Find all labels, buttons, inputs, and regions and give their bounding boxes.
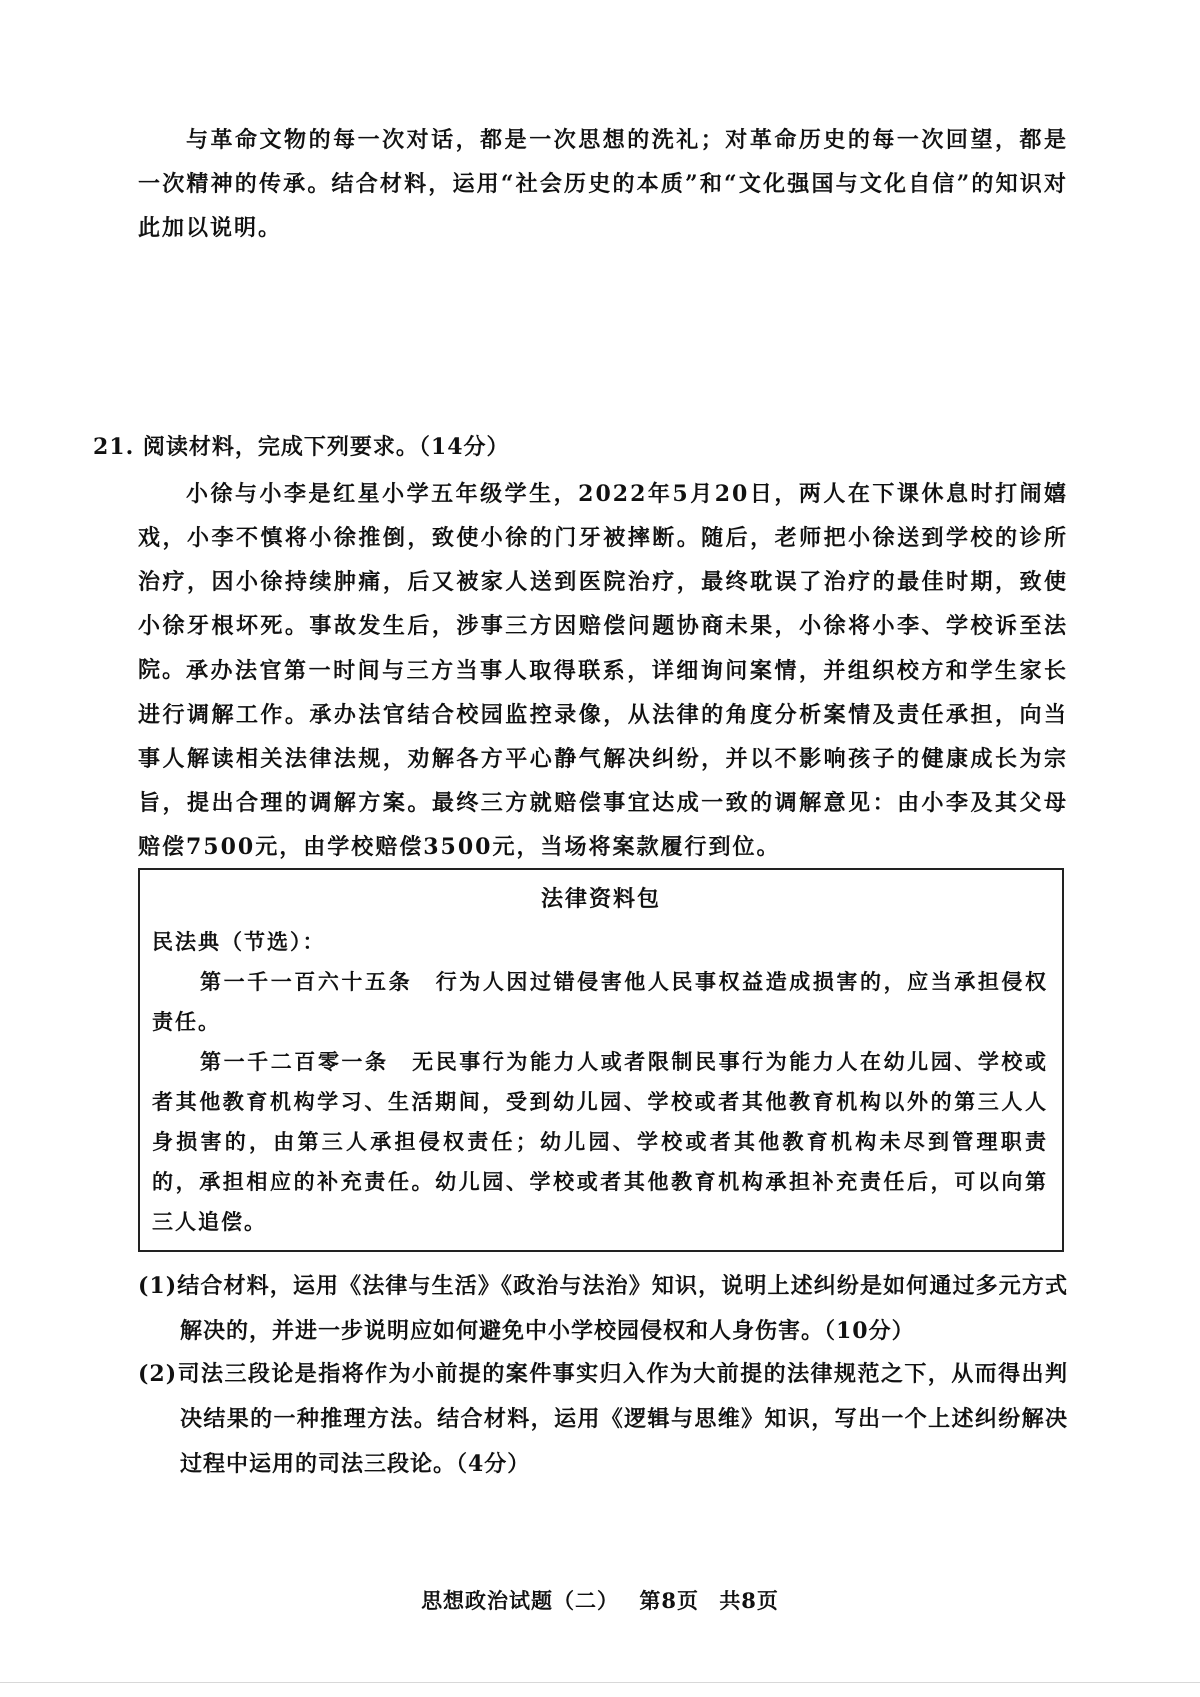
scan-edge-divider [0, 1682, 1200, 1683]
law-box-title: 法律资料包 [540, 886, 661, 912]
footer-page-number: 第8页 [639, 1588, 699, 1613]
law-material-box [138, 868, 1064, 1252]
sub-question-2: (2)司法三段论是指将作为小前提的案件事实归入作为大前提的法律规范之下，从而得出判决结果的一种推理方法。结合材料，运用《逻辑与思维》知识，写出一个上述纠纷解决过程中运用的司法三段论。（4分） [138, 1361, 1068, 1477]
material-paragraph-2: 承办法官第一时间与三方当事人取得联系，详细询问案情，并组织校方和学生家长进行调解工作。承办法官结合校园监控录像，从法律的角度分析案情及责任承担，向当事人解读相关法律法规，劝解各方平心静气解决纠纷，并以不影响孩子的健康成长为宗旨，提出合理的调解方案。最终三方就赔偿事宜达成一致的调解意见：由小李及其父母赔偿7500元，由学校赔偿3500元，当场将案款履行到位。 [138, 658, 1068, 860]
law-article-1201: 第一千二百零一条 无民事行为能力人或者限制民事行为能力人在幼儿园、学校或者其他教育机构学习、生活期间，受到幼儿园、学校或者其他教育机构以外的第三人人身损害的，由第三人承担侵权责任；幼儿园、学校或者其他教育机构未尽到管理职责的，承担相应的补充责任。幼儿园、学校或者其他教育机构承担补充责任后，可以向第三人追偿。 [152, 1049, 1048, 1234]
intro-paragraph: 与革命文物的每一次对话，都是一次思想的洗礼；对革命历史的每一次回望，都是一次精神的传承。结合材料，运用“社会历史的本质”和“文化强国与文化自信”的知识对此加以说明。 [138, 127, 1068, 241]
footer-total-pages: 共8页 [719, 1588, 779, 1613]
sub-question-1: (1)结合材料，运用《法律与生活》《政治与法治》知识，说明上述纠纷是如何通过多元方式解决的，并进一步说明应如何避免中小学校园侵权和人身伤害。（10分） [138, 1273, 1068, 1344]
law-article-1165: 第一千一百六十五条 行为人因过错侵害他人民事权益造成损害的，应当承担侵权责任。 [152, 969, 1048, 1034]
material-paragraph-1: 小徐与小李是红星小学五年级学生，2022年5月20日，两人在下课休息时打闹嬉戏，小李不慎将小徐推倒，致使小徐的门牙被摔断。随后，老师把小徐送到学校的诊所治疗，因小徐持续肿痛，后又被家人送到医院治疗，最终耽误了治疗的最佳时期，致使小徐牙根坏死。事故发生后，涉事三方因赔偿问题协商未果，小徐将小李、学校诉至法院。 [138, 481, 1068, 683]
page-footer [0, 1585, 1200, 1615]
question-21-heading: 21. 阅读材料，完成下列要求。（14分） [93, 434, 510, 460]
footer-exam-title: 思想政治试题（二） [421, 1588, 620, 1613]
law-box-subtitle: 民法典（节选）： [152, 929, 326, 954]
